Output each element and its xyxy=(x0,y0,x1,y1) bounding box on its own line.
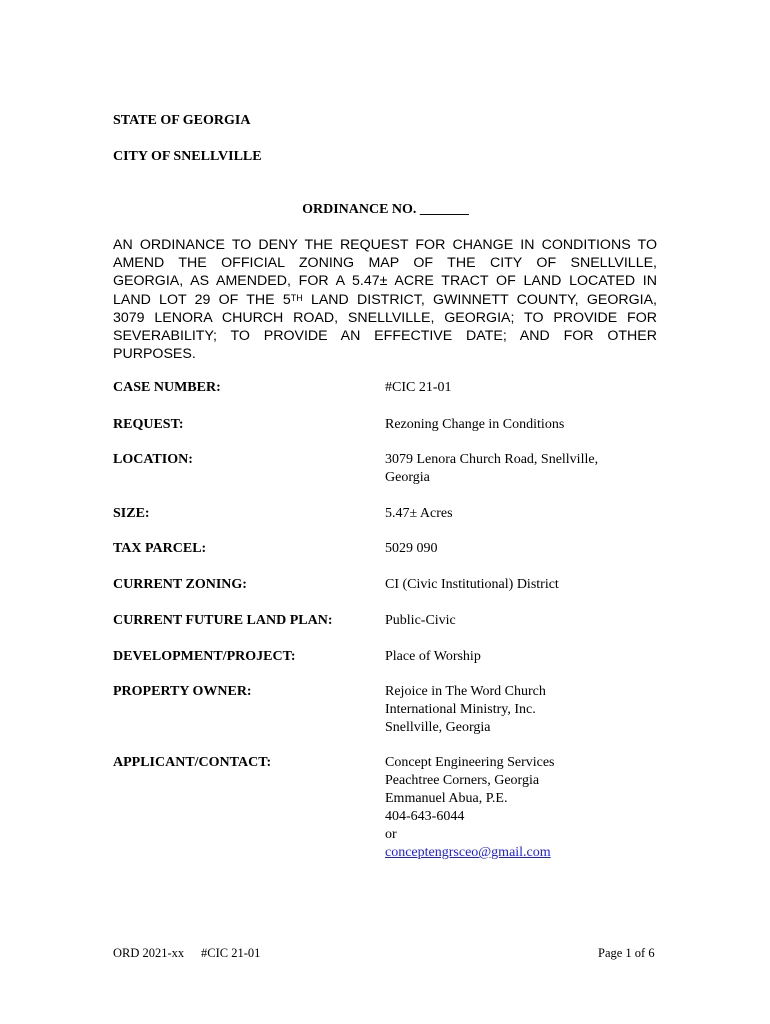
case-number-label: CASE NUMBER: xyxy=(113,380,221,395)
title-line-land-lot xyxy=(113,291,657,309)
applicant-label: APPLICANT/CONTACT: xyxy=(113,755,272,770)
title-line: SEVERABILITY; TO PROVIDE AN EFFECTIVE DATE; AND FOR OTHER xyxy=(113,327,657,344)
location-label: LOCATION: xyxy=(113,452,193,467)
title-line: GEORGIA, AS AMENDED, FOR A 5.47± ACRE TRACT OF LAND LOCATED IN xyxy=(113,273,657,290)
development-value: Place of Worship xyxy=(385,649,481,664)
applicant-email-line xyxy=(385,826,555,862)
size-label: SIZE: xyxy=(113,506,150,521)
footer-ordinance: ORD 2021-xx xyxy=(113,946,185,960)
ordinance-number: ORDINANCE NO. _______ xyxy=(302,202,469,217)
development-label: DEVELOPMENT/PROJECT: xyxy=(113,649,296,664)
case-number-value: #CIC 21-01 xyxy=(385,380,452,395)
city-heading: CITY OF SNELLVILLE xyxy=(113,149,262,164)
applicant-value xyxy=(385,754,555,862)
applicant-line: Emmanuel Abua, P.E. xyxy=(385,791,508,806)
current-zoning-label: CURRENT ZONING: xyxy=(113,577,247,592)
footer-case-number: #CIC 21-01 xyxy=(201,946,261,960)
property-owner-line: Rejoice in The Word Church xyxy=(385,684,546,699)
applicant-line: 404-643-6044 xyxy=(385,809,465,824)
location-line: Georgia xyxy=(385,470,430,485)
title-line: PURPOSES. xyxy=(113,346,196,363)
title-line: AN ORDINANCE TO DENY THE REQUEST FOR CHANGE IN CONDITIONS TO xyxy=(113,237,657,253)
applicant-line: Peachtree Corners, Georgia xyxy=(385,773,540,788)
property-owner-label: PROPERTY OWNER: xyxy=(113,684,252,699)
title-line: AMEND THE OFFICIAL ZONING MAP OF THE CITY OF SNELLVILLE, xyxy=(113,255,657,272)
location-line: 3079 Lenora Church Road, Snellville, xyxy=(385,452,599,467)
current-zoning-value: CI (Civic Institutional) District xyxy=(385,577,559,592)
ordinance-title xyxy=(113,236,657,363)
size-value: 5.47± Acres xyxy=(385,506,453,521)
email-link[interactable]: conceptengrsceo@gmail.com xyxy=(385,845,551,860)
ordinal-suffix: TH xyxy=(290,292,303,303)
request-value: Rezoning Change in Conditions xyxy=(385,417,565,432)
footer-page-number: Page 1 of 6 xyxy=(598,946,655,960)
title-line: 3079 LENORA CHURCH ROAD, SNELLVILLE, GEORGIA; TO PROVIDE FOR xyxy=(113,309,657,326)
title-line-land-lot-after: LAND DISTRICT, GWINNETT COUNTY, GEORGIA, xyxy=(302,291,657,308)
applicant-line: Concept Engineering Services xyxy=(385,755,555,770)
property-owner-line: International Ministry, Inc. xyxy=(385,702,536,717)
future-land-plan-value: Public-Civic xyxy=(385,613,456,628)
future-land-plan-label: CURRENT FUTURE LAND PLAN: xyxy=(113,613,333,628)
property-owner-line: Snellville, Georgia xyxy=(385,720,491,735)
email-prefix: or xyxy=(385,827,397,842)
title-line-land-lot-before: LAND LOT 29 OF THE 5 xyxy=(113,291,291,308)
property-owner-value xyxy=(385,683,546,737)
location-value xyxy=(385,451,598,487)
tax-parcel-value: 5029 090 xyxy=(385,541,438,556)
state-heading: STATE OF GEORGIA xyxy=(113,113,251,128)
tax-parcel-label: TAX PARCEL: xyxy=(113,541,207,556)
request-label: REQUEST: xyxy=(113,417,184,432)
